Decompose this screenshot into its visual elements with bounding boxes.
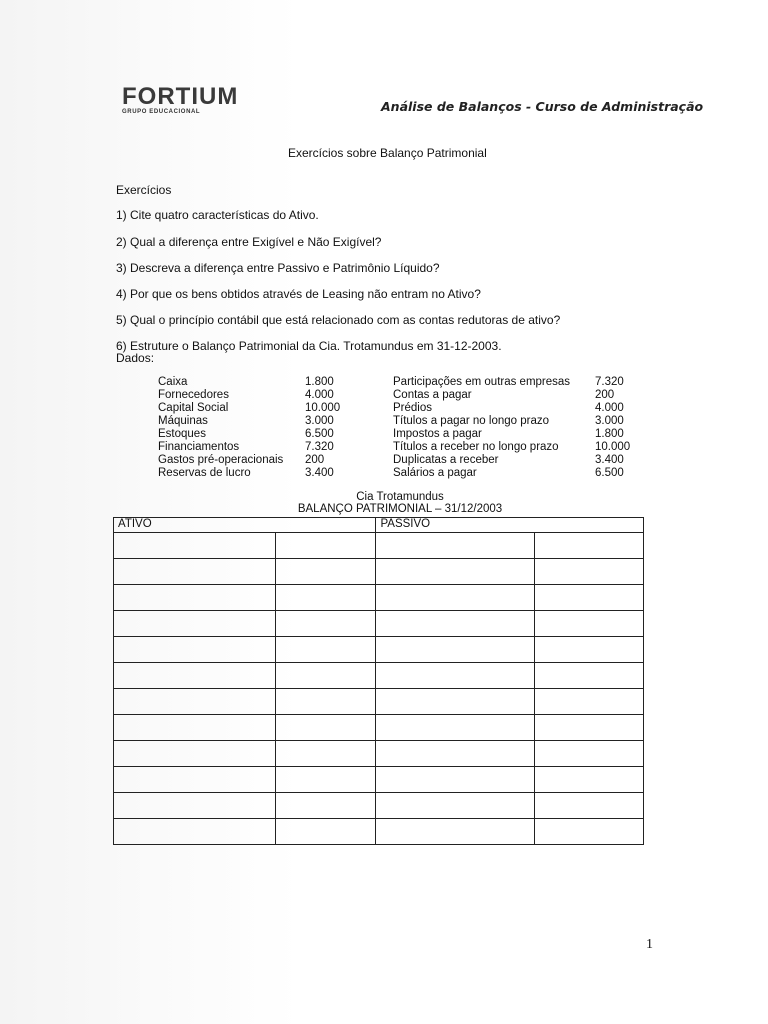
question-1: 1) Cite quatro características do Ativo. [116,208,319,222]
table-row [114,585,644,611]
table-cell [114,793,276,819]
data-right-name: Prédios [393,402,432,414]
data-right-value: 3.000 [595,415,624,427]
data-right-name: Títulos a receber no longo prazo [393,441,559,453]
table-cell [114,741,276,767]
table-cell [275,585,376,611]
data-right-name: Impostos a pagar [393,428,482,440]
question-2: 2) Qual a diferença entre Exigível e Não Exigível? [116,235,382,249]
fortium-logo [122,83,239,115]
table-cell [535,715,644,741]
data-right-name: Duplicatas a receber [393,454,499,466]
table-cell [535,819,644,845]
table-row [114,663,644,689]
table-cell [535,559,644,585]
table-cell [114,819,276,845]
data-left-value: 200 [305,454,325,466]
table-cell [114,637,276,663]
table-cell [535,741,644,767]
data-right-value: 7.320 [595,376,624,388]
table-cell [376,585,535,611]
table-cell [535,793,644,819]
table-cell [535,663,644,689]
table-cell [376,637,535,663]
table-cell [535,689,644,715]
data-left-name: Financiamentos [158,441,240,453]
table-cell [376,741,535,767]
table-cell [275,533,376,559]
column-passivo: PASSIVO [376,518,644,533]
table-cell [275,767,376,793]
table-row [114,637,644,663]
data-left-value: 7.320 [305,441,334,453]
table-cell [275,637,376,663]
table-cell [114,585,276,611]
section-title: Exercícios [116,183,172,197]
question-3: 3) Descreva a diferença entre Passivo e Patrimônio Líquido? [116,261,440,275]
table-cell [376,689,535,715]
table-cell [275,559,376,585]
logo-brand: FORTIUM [122,83,239,110]
table-cell [535,533,644,559]
document-title: Exercícios sobre Balanço Patrimonial [288,146,487,160]
table-cell [114,663,276,689]
data-left-name: Estoques [158,428,206,440]
balance-sheet-table [113,517,644,845]
data-right-value: 3.400 [595,454,624,466]
table-cell [275,793,376,819]
table-cell [114,715,276,741]
table-cell [114,533,276,559]
table-row [114,715,644,741]
table-cell [535,637,644,663]
table-row [114,767,644,793]
table-row [114,611,644,637]
table-cell [275,663,376,689]
data-left-name: Capital Social [158,402,229,414]
table-cell [275,715,376,741]
table-row [114,559,644,585]
page-number: 1 [646,937,653,952]
logo-subtitle: GRUPO EDUCACIONAL [122,109,201,115]
data-left-value: 6.500 [305,428,334,440]
data-right-name: Salários a pagar [393,467,477,479]
table-cell [376,767,535,793]
data-left-value: 3.400 [305,467,334,479]
table-company: Cia Trotamundus [356,491,444,503]
table-cell [376,819,535,845]
table-cell [275,611,376,637]
data-right-name: Títulos a pagar no longo prazo [393,415,549,427]
table-cell [275,741,376,767]
data-right-name: Participações em outras empresas [393,376,571,388]
table-cell [376,611,535,637]
data-left-name: Reservas de lucro [158,467,251,479]
data-left-name: Máquinas [158,415,208,427]
question-6: 6) Estruture o Balanço Patrimonial da Cia. Trotamundus em 31-12-2003. [116,339,502,353]
table-cell [376,533,535,559]
table-cell [275,689,376,715]
data-left-name: Caixa [158,376,188,388]
table-cell [535,585,644,611]
table-cell [114,559,276,585]
data-left-name: Gastos pré-operacionais [158,454,284,466]
data-left-value: 4.000 [305,389,334,401]
data-left-value: 3.000 [305,415,334,427]
table-title: BALANÇO PATRIMONIAL – 31/12/2003 [297,503,503,515]
table-row [114,741,644,767]
question-5: 5) Qual o princípio contábil que está relacionado com as contas redutoras de ativo? [116,313,561,327]
data-right-value: 6.500 [595,467,624,479]
table-cell [114,767,276,793]
table-cell [535,767,644,793]
question-4: 4) Por que os bens obtidos através de Leasing não entram no Ativo? [116,287,481,301]
data-left-value: 10.000 [305,402,341,414]
dados-label: Dados: [116,351,155,365]
table-cell [275,819,376,845]
header-title: Análise de Balanços - Curso de Administração [381,99,704,114]
table-row [114,689,644,715]
table-cell [376,793,535,819]
column-ativo: ATIVO [114,518,376,533]
table-row [114,533,644,559]
data-right-name: Contas a pagar [393,389,472,401]
table-header-row [114,518,644,533]
table-cell [114,611,276,637]
table-row [114,793,644,819]
table-row [114,819,644,845]
data-right-value: 200 [595,389,615,401]
table-cell [376,663,535,689]
data-left-value: 1.800 [305,376,334,388]
data-right-value: 4.000 [595,402,624,414]
data-left-name: Fornecedores [158,389,229,401]
table-cell [376,559,535,585]
table-cell [376,715,535,741]
table-cell [535,611,644,637]
data-right-value: 10.000 [595,441,631,453]
table-cell [114,689,276,715]
data-right-value: 1.800 [595,428,624,440]
